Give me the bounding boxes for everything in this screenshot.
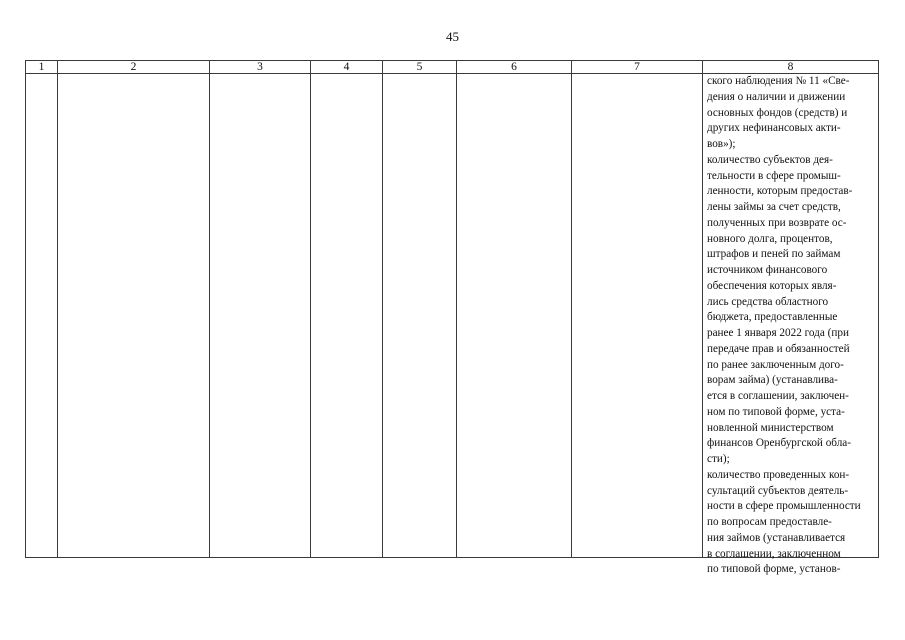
text-line: новленной министерством: [707, 421, 834, 434]
text-line: сультаций субъектов деятель-: [707, 484, 849, 497]
text-line: ворам займа) (устанавлива-: [707, 374, 838, 387]
cell-col-5: [383, 74, 457, 558]
text-line: источником финансового: [707, 264, 828, 276]
header-col-8: 8: [703, 61, 879, 74]
text-line: ном по типовой форме, уста-: [707, 405, 845, 418]
header-col-6: 6: [457, 61, 572, 74]
text-line: в соглашении, заключенном: [707, 547, 841, 560]
cell-col-1: [26, 74, 58, 558]
text-line: лены займы за счет средств,: [707, 201, 841, 213]
cell-col-8: [703, 74, 879, 576]
header-col-3: 3: [210, 61, 311, 74]
text-line: по типовой форме, установ-: [707, 563, 841, 576]
cell-col-6: [457, 74, 572, 558]
column-8-text: [703, 74, 878, 576]
text-line: по вопросам предоставле-: [707, 516, 832, 528]
header-col-4: 4: [311, 61, 383, 74]
text-line: ется в соглашении, заключен-: [707, 390, 849, 402]
header-col-2: 2: [58, 61, 210, 74]
text-line: тельности в сфере промыш-: [707, 169, 841, 182]
text-line: ранее 1 января 2022 года (при: [707, 327, 849, 339]
text-line: ленности, которым предостав-: [707, 185, 853, 198]
text-line: передаче прав и обязанностей: [707, 342, 850, 355]
text-line: других нефинансовых акти-: [707, 122, 841, 135]
text-line: количество субъектов дея-: [707, 153, 833, 166]
text-line: финансов Оренбургской обла-: [707, 437, 851, 450]
document-table: [25, 60, 879, 576]
page-number: 45: [446, 29, 459, 44]
header-col-7: 7: [572, 61, 703, 74]
header-col-1: 1: [26, 61, 58, 74]
text-line: ния займов (устанавливается: [707, 531, 846, 544]
text-line: ского наблюдения № 11 «Све-: [707, 75, 850, 87]
cell-col-7: [572, 74, 703, 558]
text-line: ности в сфере промышленности: [707, 500, 861, 513]
text-line: основных фондов (средств) и: [707, 106, 848, 119]
text-line: новного долга, процентов,: [707, 232, 833, 245]
table-row: [26, 74, 879, 558]
text-line: полученных при возврате ос-: [707, 216, 847, 229]
text-line: бюджета, предоставленные: [707, 311, 838, 324]
text-line: штрафов и пеней по займам: [707, 248, 841, 261]
text-line: обеспечения которых явля-: [707, 279, 837, 292]
text-line: вов»);: [707, 138, 736, 150]
text-line: по ранее заключенным дого-: [707, 358, 844, 371]
table-header-row: [26, 61, 879, 74]
cell-col-3: [210, 74, 311, 558]
cell-col-4: [311, 74, 383, 558]
cell-col-2: [58, 74, 210, 558]
text-line: количество проведенных кон-: [707, 468, 850, 481]
text-line: сти);: [707, 453, 730, 465]
text-line: дения о наличии и движении: [707, 90, 846, 103]
text-line: лись средства областного: [707, 295, 829, 308]
header-col-5: 5: [383, 61, 457, 74]
